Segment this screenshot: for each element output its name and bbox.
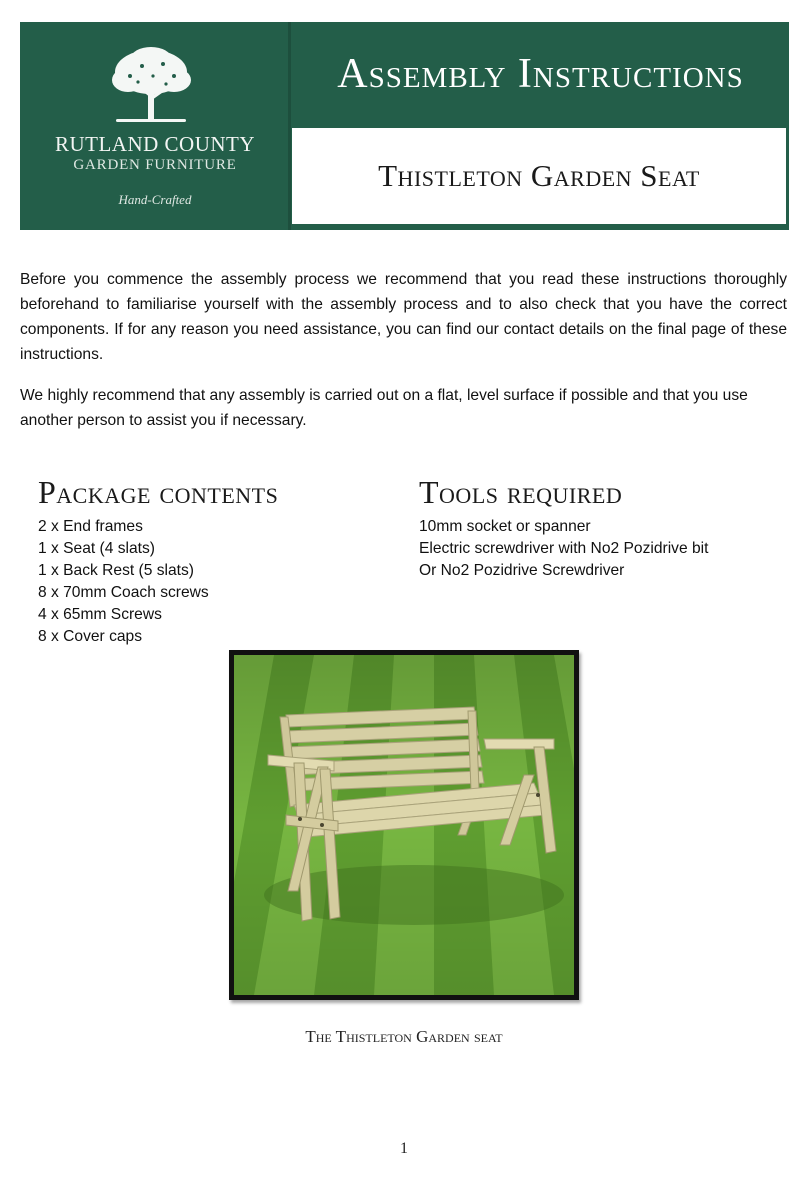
oak-tree-icon [108, 46, 194, 128]
product-name: Thistleton Garden Seat [378, 158, 700, 193]
list-item: 8 x Cover caps [38, 628, 143, 645]
photo-caption: The Thistleton Garden seat [305, 1027, 503, 1046]
list-item: 4 x 65mm Screws [38, 606, 162, 623]
header-banner [20, 22, 789, 230]
brand-subname: GARDEN FURNITURE [73, 157, 237, 173]
list-item: 1 x Seat (4 slats) [38, 540, 155, 557]
tools-required-list [419, 516, 708, 582]
brand-name: RUTLAND COUNTY [54, 132, 256, 156]
header-divider [288, 22, 291, 230]
garden-bench-photo [234, 655, 574, 995]
package-contents-heading: Package contents [38, 474, 279, 510]
intro-paragraph: Before you commence the assembly process we recommend that you read these instructions thoroughly beforehand to familiarise yourself with the assembly process and to also check that you have the correct components. If for any reason you need assistance, you can find our contact details on the final page of these instructions. [20, 271, 787, 363]
brand-logo [20, 22, 290, 230]
list-item: Or No2 Pozidrive Screwdriver [419, 562, 625, 579]
subtitle-panel [292, 128, 786, 224]
list-item: 10mm socket or spanner [419, 518, 591, 535]
package-contents-list [38, 516, 209, 648]
list-item: Electric screwdriver with No2 Pozidrive bit [419, 540, 709, 557]
brand-tagline: Hand-Crafted [118, 192, 192, 207]
page-title: Assembly Instructions [337, 51, 744, 97]
tools-required-heading: Tools required [419, 474, 623, 510]
page-number: 1 [400, 1140, 408, 1157]
assembly-advice-paragraph: We highly recommend that any assembly is carried out on a flat, level surface if possible and that you use another person to assist you if necessary. [20, 387, 748, 429]
list-item: 2 x End frames [38, 518, 143, 535]
list-item: 1 x Back Rest (5 slats) [38, 562, 194, 579]
product-photo-frame [229, 650, 579, 1000]
list-item: 8 x 70mm Coach screws [38, 584, 209, 601]
